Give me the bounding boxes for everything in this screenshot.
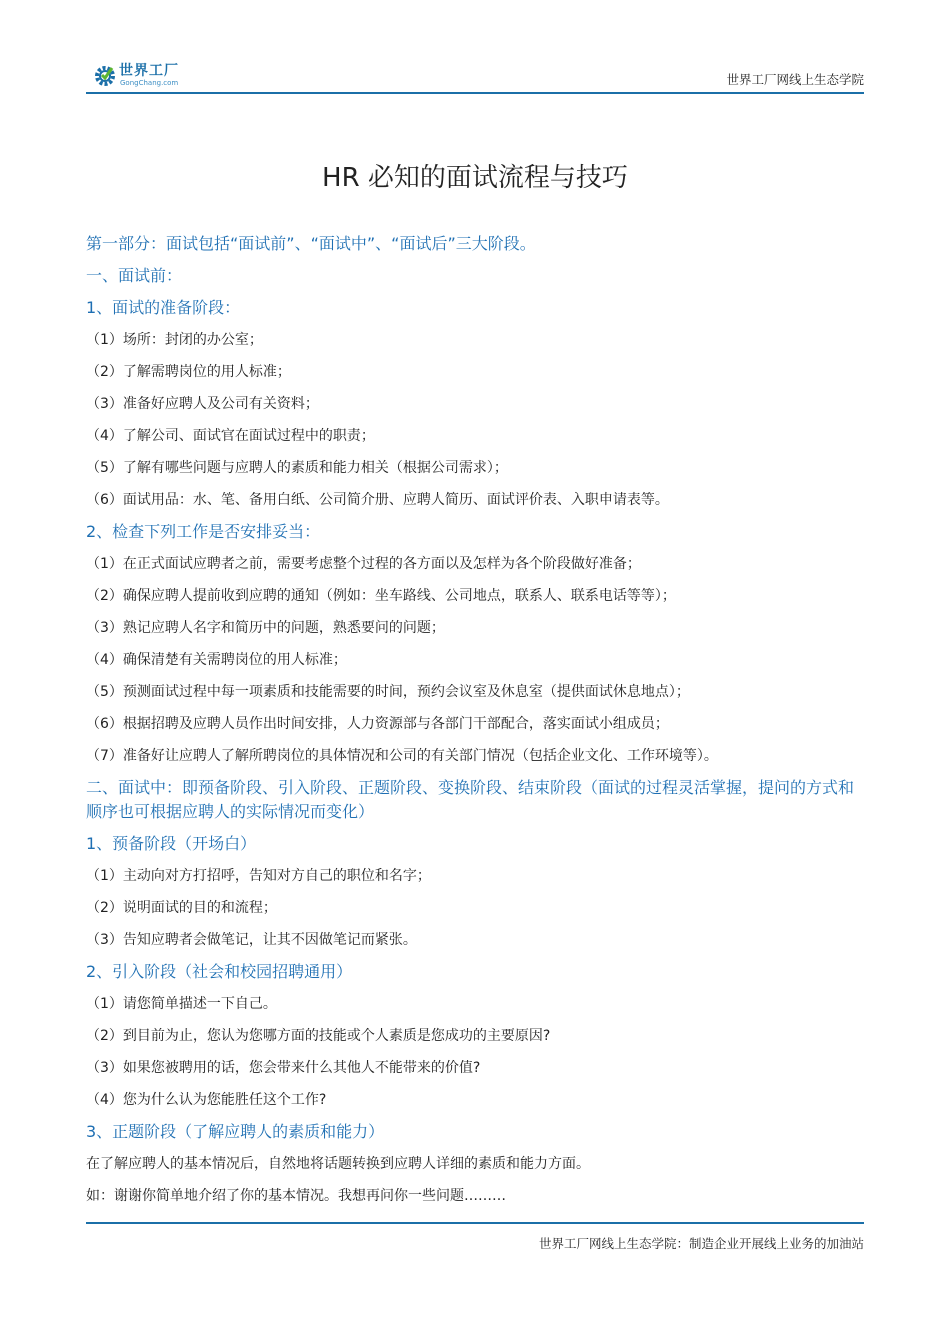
list-item: （2）了解需聘岗位的用人标准； <box>86 364 291 380</box>
list-item: （6）面试用品：水、笔、备用白纸、公司简介册、应聘人简历、面试评价表、入职申请表等。 <box>86 492 669 508</box>
footer-divider <box>86 1222 864 1224</box>
logo <box>94 62 204 92</box>
list-item: （6）根据招聘及应聘人员作出时间安排，人力资源部与各部门干部配合，落实面试小组成员； <box>86 716 669 732</box>
page-header <box>86 58 864 94</box>
gear-logo-icon <box>94 62 118 88</box>
document-body <box>86 228 864 1212</box>
list-item: （1）请您简单描述一下自己。 <box>86 996 277 1012</box>
list-item: （4）确保清楚有关需聘岗位的用人标准； <box>86 652 347 668</box>
paragraph: 如：谢谢你简单地介绍了你的基本情况。我想再问你一些问题……… <box>86 1188 506 1204</box>
list-item: （2）确保应聘人提前收到应聘的通知（例如：坐车路线、公司地点，联系人、联系电话等等）； <box>86 588 676 604</box>
list-item: （4）了解公司、面试官在面试过程中的职责； <box>86 428 375 444</box>
list-item: （3）如果您被聘用的话，您会带来什么其他人不能带来的价值? <box>86 1060 481 1076</box>
section-heading: 第一部分：面试包括“面试前”、“面试中”、“面试后”三大阶段。 <box>86 234 536 253</box>
list-item: （5）了解有哪些问题与应聘人的素质和能力相关（根据公司需求）； <box>86 460 508 476</box>
subsection-heading: 1、预备阶段（开场白） <box>86 834 257 853</box>
list-item: （3）准备好应聘人及公司有关资料； <box>86 396 319 412</box>
list-item: （2）到目前为止，您认为您哪方面的技能或个人素质是您成功的主要原因? <box>86 1028 551 1044</box>
list-item: （3）告知应聘者会做笔记，让其不因做笔记而紧张。 <box>86 932 417 948</box>
list-item: （1）主动向对方打招呼，告知对方自己的职位和名字； <box>86 868 431 884</box>
list-item: （5）预测面试过程中每一项素质和技能需要的时间，预约会议室及休息室（提供面试休息地点）； <box>86 684 690 700</box>
list-item: （2）说明面试的目的和流程； <box>86 900 277 916</box>
list-item: （7）准备好让应聘人了解所聘岗位的具体情况和公司的有关部门情况（包括企业文化、工作环境等）。 <box>86 748 718 764</box>
section-heading: 二、面试中：即预备阶段、引入阶段、正题阶段、变换阶段、结束阶段（面试的过程灵活掌握，提问的方式和顺序也可根据应聘人的实际情况而变化） <box>86 778 855 821</box>
header-title: 世界工厂网线上生态学院 <box>726 72 864 87</box>
list-item: （3）熟记应聘人名字和简历中的问题，熟悉要问的问题； <box>86 620 445 636</box>
subsection-heading: 3、正题阶段（了解应聘人的素质和能力） <box>86 1122 385 1141</box>
header-divider <box>86 92 864 94</box>
subsection-heading: 2、检查下列工作是否安排妥当： <box>86 522 321 541</box>
subsection-heading: 2、引入阶段（社会和校园招聘通用） <box>86 962 353 981</box>
subsection-heading: 1、面试的准备阶段： <box>86 298 241 317</box>
logo-subtext: GongChang.com <box>120 79 179 87</box>
footer-text: 世界工厂网线上生态学院：制造企业开展线上业务的加油站 <box>538 1236 864 1251</box>
paragraph: 在了解应聘人的基本情况后，自然地将话题转换到应聘人详细的素质和能力方面。 <box>86 1156 590 1172</box>
list-item: （1）在正式面试应聘者之前，需要考虑整个过程的各方面以及怎样为各个阶段做好准备； <box>86 556 641 572</box>
list-item: （4）您为什么认为您能胜任这个工作? <box>86 1092 327 1108</box>
section-heading: 一、面试前： <box>86 266 183 285</box>
document-title: HR 必知的面试流程与技巧 <box>322 163 628 193</box>
list-item: （1）场所：封闭的办公室； <box>86 332 263 348</box>
logo-text: 世界工厂 <box>119 63 179 79</box>
